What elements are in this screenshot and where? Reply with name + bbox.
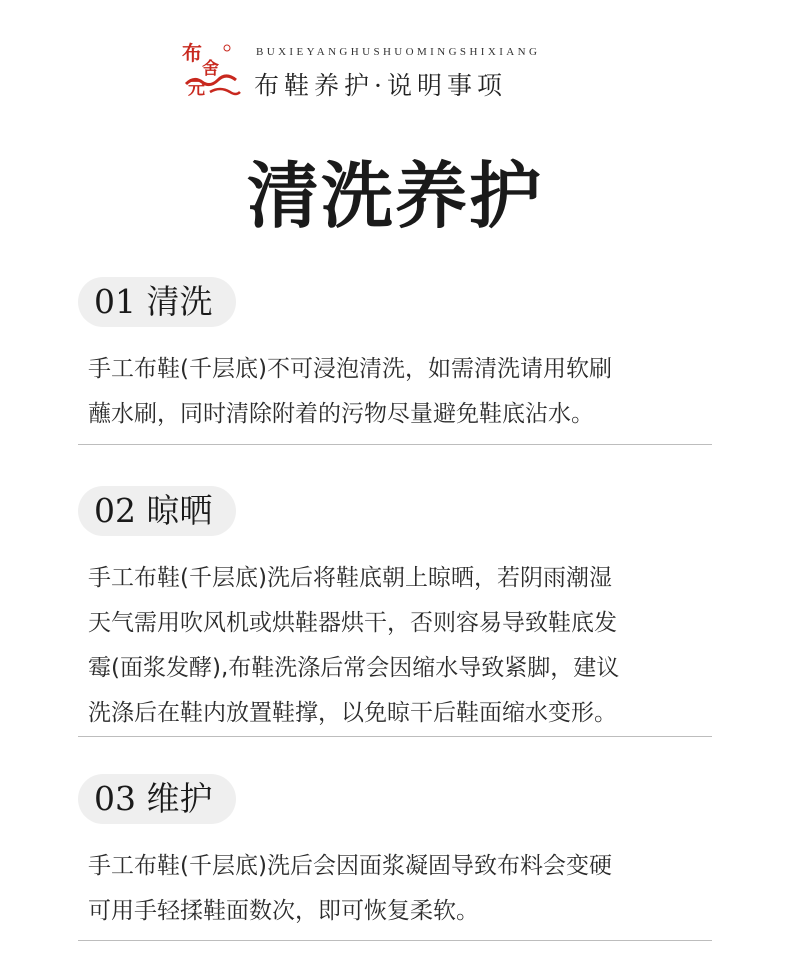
section-divider (78, 940, 712, 941)
body-line: 天气需用吹风机或烘鞋器烘干，否则容易导致鞋底发 (88, 610, 617, 636)
brand-subtitle: 布鞋养护·说明事项 (254, 71, 507, 100)
svg-text:布: 布 (182, 41, 202, 65)
section-title-pill: 03 维护 (78, 774, 236, 824)
brand-pinyin: BUXIEYANGHUSHUOMINGSHIXIANG (256, 46, 541, 58)
section-dry (78, 486, 712, 736)
section-divider (78, 736, 712, 737)
section-title-pill: 01 清洗 (78, 277, 236, 327)
body-line: 蘸水刷，同时清除附着的污物尽量避免鞋底沾水。 (88, 401, 594, 427)
brand-header (180, 40, 600, 110)
page-title: 清洗养护 (246, 153, 543, 238)
section-body (88, 844, 712, 934)
body-line: 手工布鞋(千层底)不可浸泡清洗，如需清洗请用软刷 (88, 356, 612, 382)
svg-text:舍: 舍 (202, 59, 219, 79)
body-line: 霉(面浆发酵),布鞋洗涤后常会因缩水导致紧脚，建议 (88, 655, 620, 681)
body-line: 洗涤后在鞋内放置鞋撑，以免晾干后鞋面缩水变形。 (88, 700, 617, 726)
section-wash (78, 277, 712, 437)
section-title-pill: 02 晾晒 (78, 486, 236, 536)
section-maintain (78, 774, 712, 934)
body-line: 手工布鞋(千层底)洗后将鞋底朝上晾晒，若阴雨潮湿 (88, 565, 612, 591)
section-body (88, 347, 712, 437)
section-divider (78, 444, 712, 445)
section-body (88, 556, 712, 736)
brand-logo-icon (180, 40, 242, 102)
body-line: 手工布鞋(千层底)洗后会因面浆凝固导致布料会变硬 (88, 853, 612, 879)
body-line: 可用手轻揉鞋面数次，即可恢复柔软。 (88, 898, 479, 924)
svg-text:元: 元 (188, 79, 205, 99)
